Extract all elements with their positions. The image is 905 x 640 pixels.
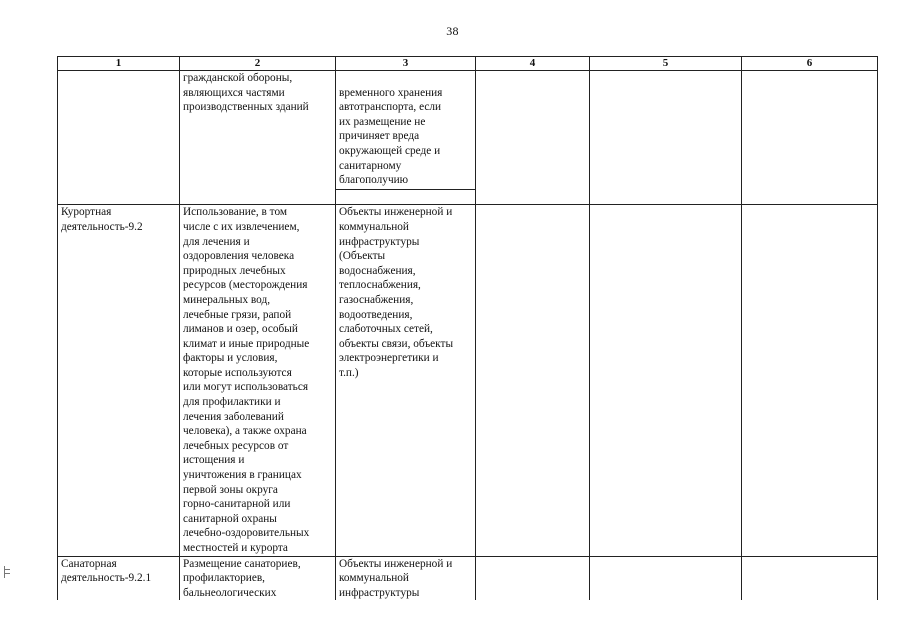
cell-description: Размещение санаториев, профилакториев, бальнеологических [180, 556, 336, 600]
cell-auxiliary-objects-text: временного хранения автотранспорта, если их размещение не причиняет вреда окружающей среде и санитарному благополучию [336, 86, 475, 190]
scan-margin-mark [4, 566, 11, 578]
cell-col6 [742, 71, 878, 205]
cell-col5 [590, 205, 742, 556]
column-header-1: 1 [58, 57, 180, 71]
table-row [58, 556, 878, 600]
cell-col5 [590, 556, 742, 600]
cell-col6 [742, 205, 878, 556]
table-header-row [58, 57, 878, 71]
cell-description: Использование, в том числе с их извлечением, для лечения и оздоровления человека природных лечебных ресурсов (месторождения минеральных вод, лечебные грязи, рапой лиманов и озер, особый климат и иные природные факторы и условия, которые используются или могут использоваться для профилактики и лечения заболеваний человека), а также охрана лечебных ресурсов от истощения и уничтожения в границах первой зоны округа горно-санитарной или санитарной охраны лечебно-оздоровительных местностей и курорта [180, 205, 336, 556]
cell-use-type [58, 71, 180, 205]
cell-auxiliary-objects: Объекты инженерной и коммунальной инфраструктуры (Объекты водоснабжения, теплоснабжения, газоснабжения, водоотведения, слаботочных сетей, объекты связи, объекты электроэнергетики и т.п.) [336, 205, 476, 556]
cell-col5 [590, 71, 742, 205]
table-row [58, 205, 878, 556]
column-header-4: 4 [476, 57, 590, 71]
column-header-6: 6 [742, 57, 878, 71]
cell-col6 [742, 556, 878, 600]
cell-description: гражданской обороны, являющихся частями производственных зданий [180, 71, 336, 205]
column-header-2: 2 [180, 57, 336, 71]
cell-auxiliary-objects [336, 71, 476, 205]
column-header-5: 5 [590, 57, 742, 71]
cell-use-type: Санаторная деятельность-9.2.1 [58, 556, 180, 600]
cell-col4 [476, 205, 590, 556]
cell-auxiliary-objects: Объекты инженерной и коммунальной инфраструктуры [336, 556, 476, 600]
page-number: 38 [446, 24, 459, 38]
regulations-table [57, 56, 878, 600]
table-row [58, 71, 878, 205]
cell-use-type: Курортная деятельность-9.2 [58, 205, 180, 556]
cell-col4 [476, 556, 590, 600]
cell-col4 [476, 71, 590, 205]
column-header-3: 3 [336, 57, 476, 71]
